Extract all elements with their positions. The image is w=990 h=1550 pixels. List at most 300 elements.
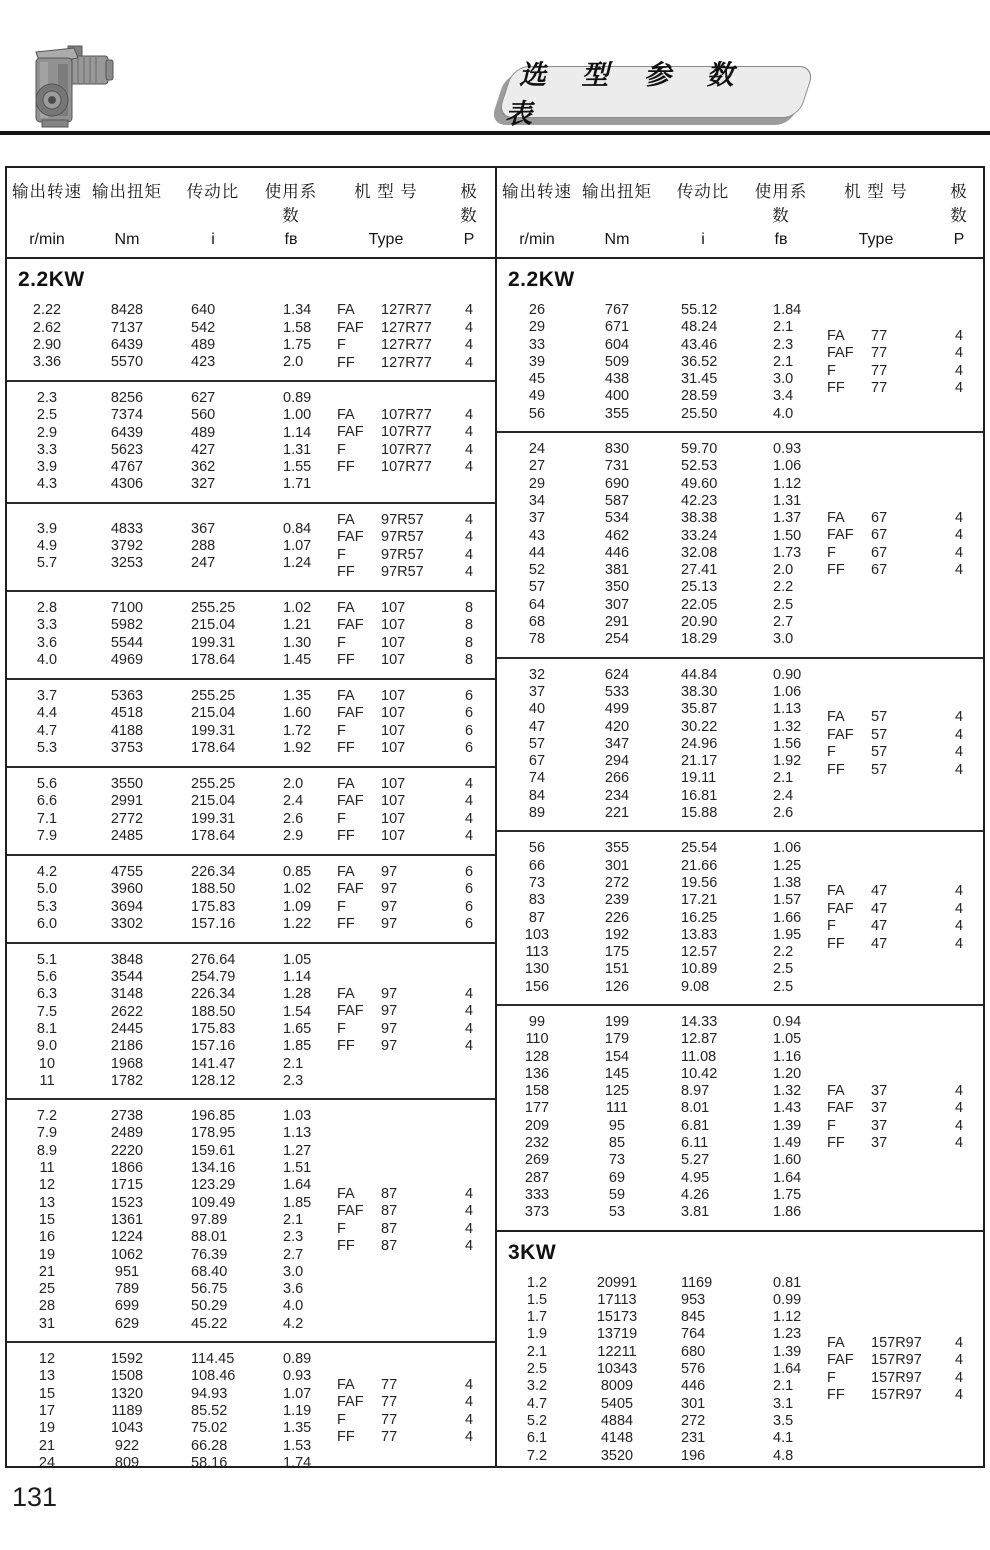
table-row [7,635,323,652]
table-row [497,788,813,805]
torque-cell: 3253 [110,555,144,572]
service-factor-cell: 1.85 [283,1038,312,1055]
table-row [497,1378,813,1395]
type-row [813,1083,977,1101]
type-size: 77 [381,1411,398,1428]
service-factor-cell: 0.89 [283,1351,312,1368]
table-row [7,969,323,986]
speed-cell: 87 [528,909,546,926]
service-factor-cell: 1.66 [773,909,802,926]
ratio-cell: 215.04 [191,617,236,634]
speed-cell: 136 [524,1065,550,1082]
poles-cell: 4 [954,1352,964,1369]
table-row [497,1014,813,1031]
poles-cell: 4 [464,1411,474,1428]
service-factor-cell: 3.0 [773,371,794,388]
type-row [323,1003,487,1021]
service-factor-cell: 1.24 [283,555,312,572]
type-size: 97 [381,881,398,898]
header-row-en [497,231,983,249]
speed-cell: 7.2 [526,1447,548,1464]
poles-cell: 4 [464,564,474,581]
header-en-4: Type [858,231,894,248]
poles-cell: 4 [464,1429,474,1446]
table-row [497,1031,813,1048]
type-row [323,512,487,530]
ratio-cell: 226.34 [191,864,236,881]
table-row [497,910,813,927]
table-row [497,892,813,909]
service-factor-cell: 1.51 [283,1160,312,1177]
ratio-cell: 25.54 [681,840,718,857]
speed-cell: 4.0 [36,652,58,669]
ratio-cell: 301 [681,1395,706,1412]
ratio-cell: 25.50 [681,405,718,422]
table-row [497,1413,813,1430]
row-group [497,830,983,1004]
ratio-cell: 9.08 [681,978,710,995]
type-row [813,762,977,780]
service-factor-cell: 1.31 [283,441,312,458]
service-factor-cell: 2.1 [773,319,794,336]
service-factor-cell: 1.06 [773,840,802,857]
ratio-cell: 199.31 [191,722,236,739]
ratio-cell: 58.16 [191,1454,228,1466]
speed-cell: 24 [38,1454,56,1466]
table-row [7,425,323,442]
type-row [323,407,487,425]
speed-cell: 7.2 [36,1108,58,1125]
table-row [7,899,323,916]
service-factor-cell: 1.71 [283,476,312,493]
poles-cell: 8 [464,652,474,669]
speed-cell: 177 [524,1100,550,1117]
speed-cell: 113 [525,944,549,961]
torque-cell: 2445 [110,1020,144,1037]
torque-cell: 272 [604,874,630,891]
type-row [813,1118,977,1136]
type-size: 107 [381,793,406,810]
ratio-cell: 489 [191,337,216,353]
poles-cell: 4 [954,1135,964,1152]
service-factor-cell: 4.0 [773,405,794,422]
type-prefix: F [337,1411,346,1428]
power-rating-label: 2.2KW [508,268,575,291]
type-prefix: FAF [337,424,364,441]
service-factor-cell: 1.95 [773,926,802,943]
torque-cell: 767 [604,302,630,318]
speed-cell: 232 [524,1135,550,1152]
speed-cell: 2.90 [32,337,62,353]
poles-cell: 4 [954,935,964,952]
type-size: 107 [381,634,406,651]
table-row [497,528,813,545]
torque-cell: 731 [604,458,630,475]
poles-cell: 4 [464,406,474,423]
speed-cell: 5.2 [526,1412,548,1429]
service-factor-cell: 1.85 [283,1194,312,1211]
table-row [497,614,813,631]
type-prefix: F [337,1020,346,1037]
torque-cell: 4188 [110,722,144,739]
poles-cell: 6 [464,898,474,915]
speed-cell: 1.9 [526,1326,548,1343]
service-factor-cell: 1.74 [283,1454,312,1466]
table-row [7,916,323,933]
table-row [497,840,813,857]
service-factor-cell: 1.06 [773,458,802,475]
type-prefix: F [337,722,346,739]
type-size: 37 [871,1100,888,1117]
speed-cell: 130 [524,961,550,978]
service-factor-cell: 4.1 [773,1430,794,1447]
speed-cell: 269 [524,1152,550,1169]
type-size: 107 [381,775,406,792]
ratio-cell: 66.28 [191,1437,228,1454]
poles-cell: 6 [464,740,474,757]
type-size: 77 [381,1394,398,1411]
service-factor-cell: 2.6 [283,810,304,827]
type-size: 97 [381,1038,398,1055]
ratio-cell: 114.45 [191,1351,235,1368]
torque-cell: 85 [608,1135,626,1152]
type-row [323,723,487,741]
type-prefix: FA [827,327,845,344]
type-size: 127R77 [381,319,432,336]
type-row [323,986,487,1004]
header-cn-1: 输出扭矩 [582,183,652,201]
torque-cell: 5405 [600,1395,634,1412]
torque-cell: 1224 [110,1229,144,1246]
service-factor-cell: 1.39 [773,1343,802,1360]
gearmotor-image [28,36,118,132]
service-factor-cell: 1.55 [283,459,312,476]
table-row [7,1195,323,1212]
speed-cell: 4.2 [36,864,58,881]
type-row [813,510,977,528]
speed-cell: 57 [528,579,546,596]
header-cn-4: 机 型 号 [354,183,418,201]
table-right-half [495,168,983,1466]
type-row [323,600,487,618]
torque-cell: 4148 [600,1430,634,1447]
torque-cell: 5544 [110,634,144,651]
type-row [323,811,487,829]
table-row [497,337,813,354]
service-factor-cell: 1.13 [773,701,802,718]
type-row [323,1429,487,1447]
poles-cell: 4 [464,546,474,563]
torque-cell: 534 [604,510,630,527]
service-factor-cell: 2.7 [773,614,794,631]
speed-cell: 52 [528,562,546,579]
type-size: 67 [871,562,888,579]
speed-cell: 21 [38,1437,56,1454]
type-size: 157R97 [871,1352,922,1369]
speed-cell: 1.7 [526,1309,548,1326]
type-size: 107 [381,599,406,616]
ratio-cell: 680 [681,1343,706,1360]
service-factor-cell: 0.81 [773,1274,802,1291]
power-section [497,1230,983,1466]
speed-cell: 9.0 [36,1038,58,1055]
service-factor-cell: 1.58 [283,319,312,336]
ratio-cell: 764 [681,1326,706,1343]
type-row [813,1100,977,1118]
header-en-4: Type [368,231,404,248]
ratio-cell: 196.85 [191,1108,236,1125]
table-row [7,1160,323,1177]
torque-cell: 7374 [110,407,144,424]
ratio-cell: 21.17 [681,753,718,770]
torque-cell: 4884 [600,1412,634,1429]
ratio-cell: 272 [681,1412,706,1429]
speed-cell: 333 [524,1186,550,1203]
service-factor-cell: 0.89 [283,390,312,406]
poles-cell: 6 [464,863,474,880]
service-factor-cell: 1.73 [773,544,802,561]
service-factor-cell: 1.54 [283,1003,312,1020]
ratio-cell: 3.81 [681,1204,710,1221]
torque-cell: 10343 [596,1361,638,1378]
torque-cell: 15173 [596,1309,638,1326]
speed-cell: 209 [524,1117,550,1134]
service-factor-cell: 1.03 [283,1108,312,1125]
ratio-cell: 157.16 [191,916,236,933]
table-row [497,805,813,822]
ratio-cell: 59.70 [681,441,718,458]
torque-cell: 307 [604,596,630,613]
torque-cell: 53 [608,1204,626,1221]
ratio-cell: 25.13 [681,579,718,596]
torque-cell: 234 [604,787,630,804]
data-rows [7,521,323,573]
data-rows [497,302,813,423]
ratio-cell: 52.53 [681,458,718,475]
type-prefix: FF [337,916,355,933]
type-size: 107R77 [381,459,432,476]
speed-cell: 110 [525,1031,549,1048]
ratio-cell: 75.02 [191,1420,228,1437]
table-row [497,770,813,787]
poles-cell: 4 [954,744,964,761]
ratio-cell: 16.25 [681,909,718,926]
type-prefix: F [337,546,346,563]
service-factor-cell: 1.75 [283,337,312,353]
table-row [7,1212,323,1229]
torque-cell: 266 [604,770,630,787]
service-factor-cell: 1.07 [283,1385,312,1402]
ratio-cell: 560 [191,407,216,424]
type-size: 97R57 [381,564,424,581]
table-row [497,579,813,596]
row-group [7,678,495,766]
table-row [497,1118,813,1135]
row-group [7,590,495,678]
power-section [7,259,495,1466]
ratio-cell: 231 [681,1430,706,1447]
header-en-3: fʙ [774,231,788,248]
ratio-cell: 255.25 [191,688,236,705]
table-row [7,1229,323,1246]
table-row [497,1049,813,1066]
type-row [323,1377,487,1395]
speed-cell: 84 [528,787,546,804]
type-row [813,545,977,563]
torque-cell: 5623 [110,441,144,458]
speed-cell: 37 [528,510,546,527]
table-row [497,510,813,527]
service-factor-cell: 2.1 [283,1055,304,1072]
speed-cell: 17 [38,1402,56,1419]
row-group [497,294,983,431]
ratio-cell: 108.46 [191,1368,236,1385]
header-row-cn [7,178,495,226]
type-prefix: FF [337,354,355,371]
service-factor-cell: 2.1 [773,770,794,787]
speed-cell: 158 [524,1083,550,1100]
type-prefix: FA [827,1334,845,1351]
type-size: 97 [381,916,398,933]
torque-cell: 291 [604,614,630,631]
power-rating-label: 3KW [508,1240,557,1264]
ratio-cell: 68.40 [191,1263,228,1280]
speed-cell: 15 [38,1385,56,1402]
torque-cell: 1523 [110,1194,144,1211]
torque-cell: 2220 [110,1142,144,1159]
torque-cell: 355 [604,405,630,422]
data-rows [497,1275,813,1465]
type-list [813,1083,977,1153]
service-factor-cell: 1.16 [773,1048,802,1065]
poles-cell: 4 [464,337,474,353]
poles-cell: 4 [954,1117,964,1134]
type-size: 97R57 [381,511,424,528]
torque-cell: 4833 [110,520,144,537]
table-row [497,1204,813,1221]
type-prefix: F [337,634,346,651]
table-row [7,776,323,793]
type-row [813,562,977,580]
type-size: 47 [871,935,888,952]
torque-cell: 199 [604,1013,630,1030]
speed-cell: 34 [528,492,546,509]
service-factor-cell: 1.60 [283,705,312,722]
service-factor-cell: 1.20 [773,1065,802,1082]
torque-cell: 1189 [111,1402,143,1419]
ratio-cell: 55.12 [681,302,718,318]
ratio-cell: 48.24 [681,319,718,336]
ratio-cell: 85.52 [191,1402,228,1419]
service-factor-cell: 1.64 [773,1169,802,1186]
ratio-cell: 188.50 [191,1003,236,1020]
table-row [7,986,323,1003]
ratio-cell: 35.87 [681,701,718,718]
service-factor-cell: 1.86 [773,1204,802,1221]
torque-cell: 4767 [110,459,144,476]
header-row-cn [497,178,983,226]
type-prefix: FF [827,380,845,397]
torque-cell: 922 [114,1437,140,1454]
page-number: 131 [12,1482,58,1512]
torque-cell: 355 [604,840,630,857]
row-group [7,766,495,854]
type-size: 87 [381,1220,398,1237]
service-factor-cell: 1.32 [773,718,802,735]
ratio-cell: 42.23 [681,492,718,509]
type-size: 77 [871,362,888,379]
ratio-cell: 4.26 [681,1186,710,1203]
speed-cell: 4.7 [526,1395,548,1412]
speed-cell: 29 [528,475,546,492]
speed-cell: 16 [38,1229,56,1246]
type-prefix: FAF [337,529,364,546]
table-row [7,337,323,354]
torque-cell: 5982 [110,617,144,634]
speed-cell: 6.6 [36,793,58,810]
torque-cell: 438 [604,371,630,388]
type-prefix: FA [827,1082,845,1099]
torque-cell: 629 [114,1315,140,1332]
speed-cell: 2.8 [36,600,58,617]
type-list [813,510,977,580]
type-prefix: F [827,744,836,761]
ratio-cell: 134.16 [191,1160,236,1177]
type-prefix: FAF [827,345,854,362]
type-prefix: FF [337,1038,355,1055]
power-section [497,259,983,1230]
table-row [497,406,813,423]
torque-cell: 4306 [110,476,144,493]
type-prefix: FAF [337,319,364,336]
data-rows [497,667,813,823]
header-cn-3: 使用系数 [754,183,808,225]
type-size: 67 [871,527,888,544]
ratio-cell: 128.12 [191,1072,236,1089]
table-row [7,828,323,845]
type-prefix: FF [337,828,355,845]
service-factor-cell: 1.35 [283,1420,312,1437]
poles-cell: 4 [954,761,964,778]
ratio-cell: 109.49 [191,1194,236,1211]
poles-cell: 6 [464,916,474,933]
poles-cell: 8 [464,634,474,651]
service-factor-cell: 4.0 [283,1298,304,1315]
table-row [7,688,323,705]
service-factor-cell: 1.65 [283,1020,312,1037]
speed-cell: 7.9 [36,828,58,845]
poles-cell: 4 [954,1100,964,1117]
torque-cell: 509 [604,353,630,370]
type-prefix: FA [337,775,355,792]
type-row [323,881,487,899]
type-prefix: FA [337,687,355,704]
header-en-2: i [211,231,215,248]
torque-cell: 3792 [110,538,144,555]
ratio-cell: 199.31 [191,634,236,651]
torque-cell: 126 [604,978,630,995]
service-factor-cell: 1.75 [773,1186,802,1203]
table-row [497,875,813,892]
poles-cell: 4 [464,1003,474,1020]
table-row [497,753,813,770]
speed-cell: 128 [524,1048,550,1065]
type-prefix: F [337,337,346,353]
table-row [7,793,323,810]
torque-cell: 1062 [110,1246,144,1263]
speed-cell: 5.6 [36,969,58,986]
torque-cell: 294 [604,753,630,770]
